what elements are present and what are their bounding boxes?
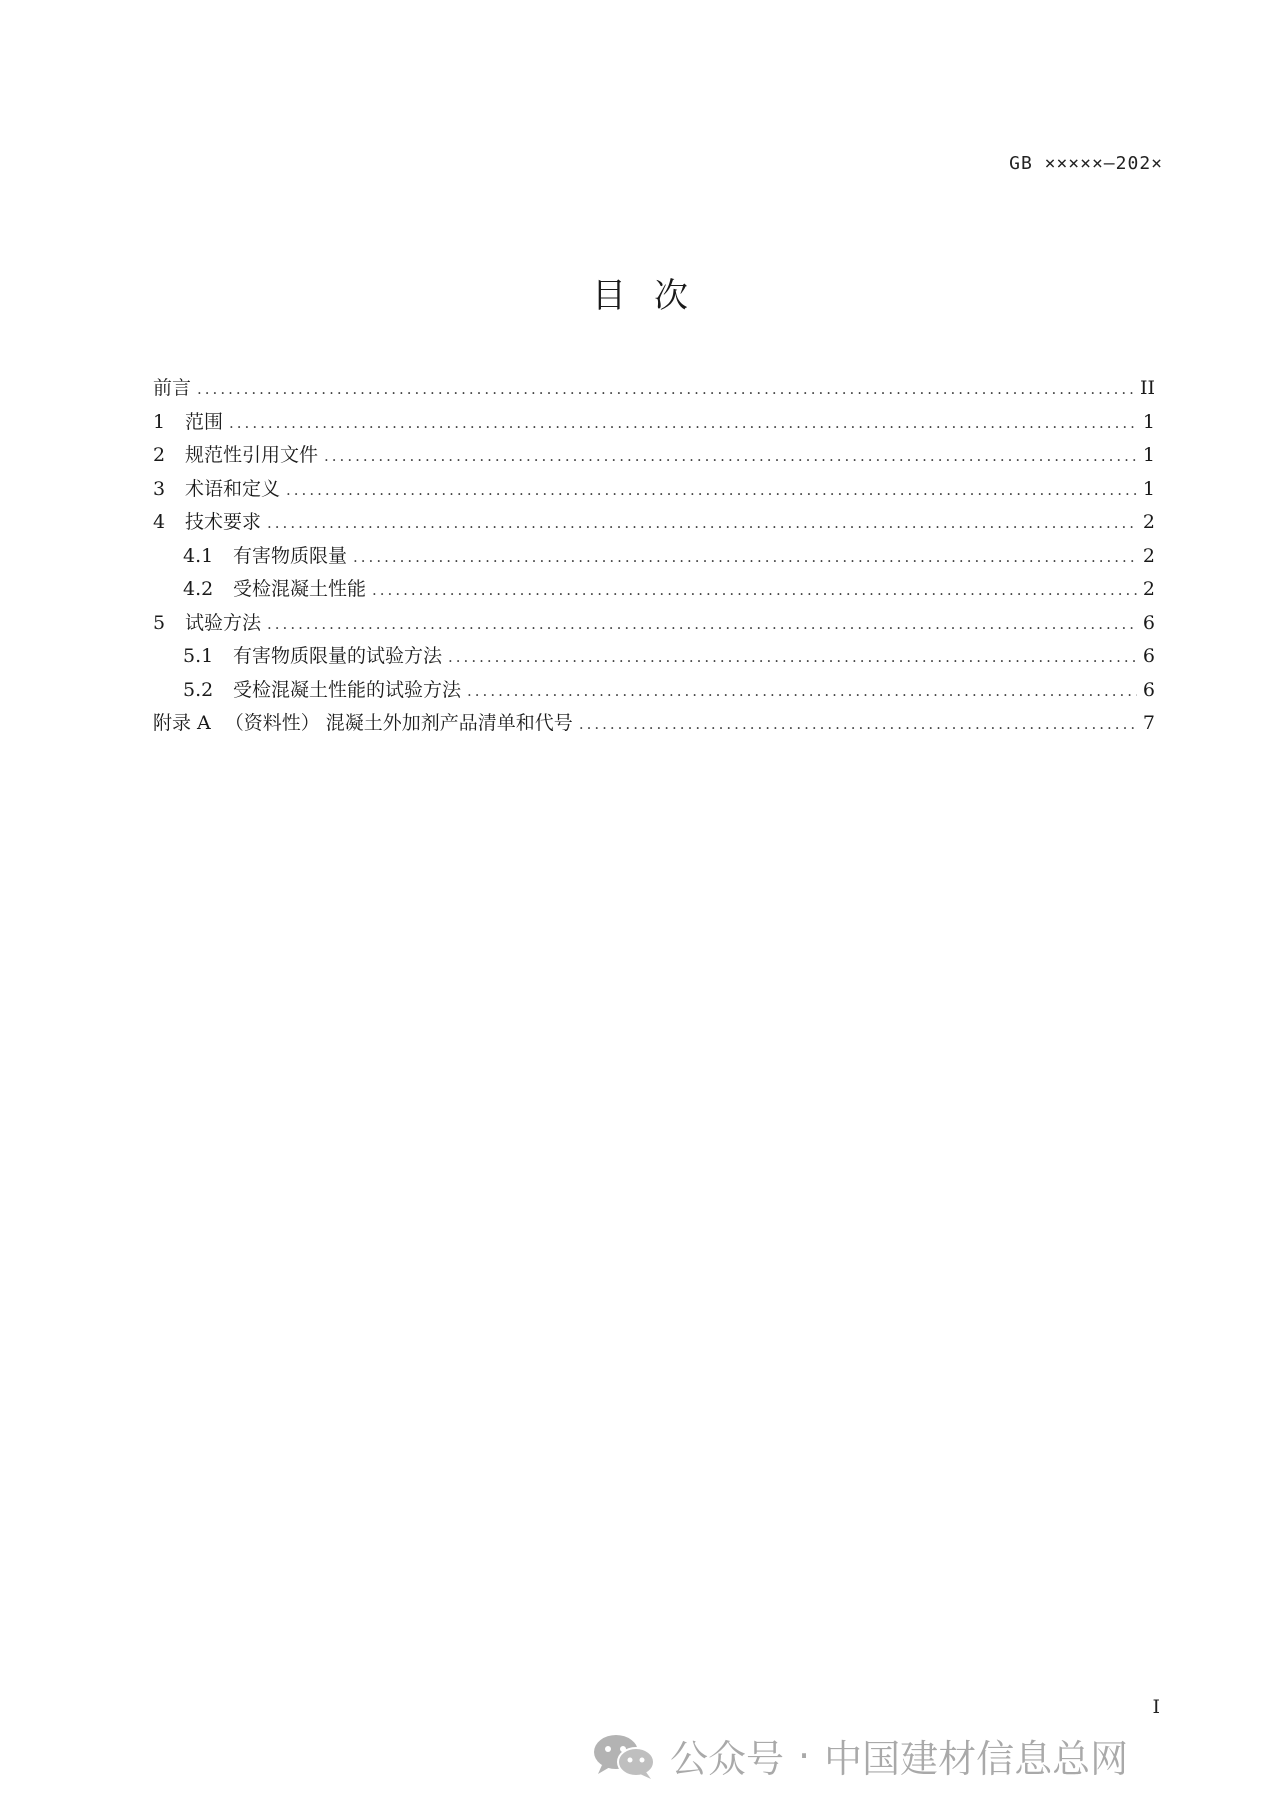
- toc-entry-number: 2: [153, 444, 166, 466]
- toc-entry-label: 试验方法: [185, 611, 262, 634]
- toc-entry-number: 附录 A: [153, 712, 211, 734]
- wechat-watermark: [588, 1728, 1128, 1783]
- toc-entry-foreword[interactable]: [153, 372, 1155, 406]
- toc-entry-number: 5.1: [183, 645, 214, 667]
- toc-page-number: 1: [1142, 444, 1155, 466]
- toc-page-number: 1: [1142, 410, 1155, 433]
- toc-dot-leader: [324, 440, 1137, 474]
- wechat-icon: [588, 1732, 660, 1780]
- toc-page-number: 1: [1142, 477, 1155, 500]
- toc-entry-number: 4.1: [183, 544, 214, 567]
- toc-entry-concrete-performance[interactable]: [153, 573, 1155, 607]
- toc-page-number: 6: [1142, 645, 1155, 667]
- toc-dot-leader: [267, 608, 1137, 642]
- watermark-account-name: 中国建材信息总网: [824, 1737, 1129, 1781]
- toc-entry-number: 5.2: [183, 678, 214, 701]
- toc-entry-label: 前言: [153, 377, 192, 399]
- toc-entry-label: 有害物质限量: [233, 544, 348, 567]
- toc-entry-hazardous-test-methods[interactable]: [153, 640, 1155, 674]
- toc-entry-normative-references[interactable]: [153, 439, 1155, 473]
- toc-entry-hazardous-limits[interactable]: [153, 540, 1155, 574]
- toc-entry-label: 范围: [185, 410, 224, 433]
- toc-page-number: 7: [1142, 712, 1155, 734]
- toc-entry-scope[interactable]: [153, 406, 1155, 440]
- toc-dot-leader: [267, 507, 1137, 541]
- toc-dot-leader: [353, 541, 1137, 575]
- toc-entry-appendix-a[interactable]: [153, 707, 1155, 741]
- toc-page-number: 2: [1142, 544, 1155, 567]
- table-of-contents: [153, 372, 1155, 741]
- toc-dot-leader: [448, 641, 1137, 675]
- toc-page-number: 6: [1142, 611, 1155, 634]
- toc-dot-leader: [286, 474, 1137, 508]
- toc-entry-label: 规范性引用文件: [185, 444, 319, 466]
- toc-page-number: II: [1139, 377, 1155, 399]
- toc-entry-label: 有害物质限量的试验方法: [233, 645, 443, 667]
- standard-code: GB ×××××—202×: [1009, 153, 1163, 174]
- toc-entry-label: 受检混凝土性能的试验方法: [233, 678, 462, 701]
- toc-dot-leader: [197, 373, 1134, 407]
- toc-entry-label: 术语和定义: [185, 477, 281, 500]
- toc-page-number: 6: [1142, 678, 1155, 701]
- watermark-account-type: 公众号: [670, 1737, 785, 1781]
- toc-entry-label: （资料性） 混凝土外加剂产品清单和代号: [224, 712, 573, 734]
- toc-entry-performance-test-methods[interactable]: [153, 674, 1155, 708]
- page-number: I: [1152, 1696, 1160, 1718]
- toc-entry-number: 1: [153, 410, 166, 433]
- toc-dot-leader: [372, 574, 1137, 608]
- toc-entry-test-methods[interactable]: [153, 607, 1155, 641]
- toc-page-number: 2: [1142, 578, 1155, 600]
- toc-entry-technical-requirements[interactable]: [153, 506, 1155, 540]
- toc-dot-leader: [229, 407, 1137, 441]
- page-title: 目次: [592, 276, 716, 316]
- toc-entry-number: 4: [153, 511, 166, 533]
- toc-dot-leader: [579, 708, 1137, 742]
- toc-entry-number: 4.2: [183, 578, 214, 600]
- toc-entry-terms-definitions[interactable]: [153, 473, 1155, 507]
- toc-dot-leader: [467, 675, 1137, 709]
- toc-entry-label: 技术要求: [185, 511, 262, 533]
- toc-entry-number: 3: [153, 477, 166, 500]
- watermark-separator: ·: [798, 1733, 811, 1778]
- toc-page-number: 2: [1142, 511, 1155, 533]
- toc-entry-number: 5: [153, 611, 166, 634]
- toc-entry-label: 受检混凝土性能: [233, 578, 367, 600]
